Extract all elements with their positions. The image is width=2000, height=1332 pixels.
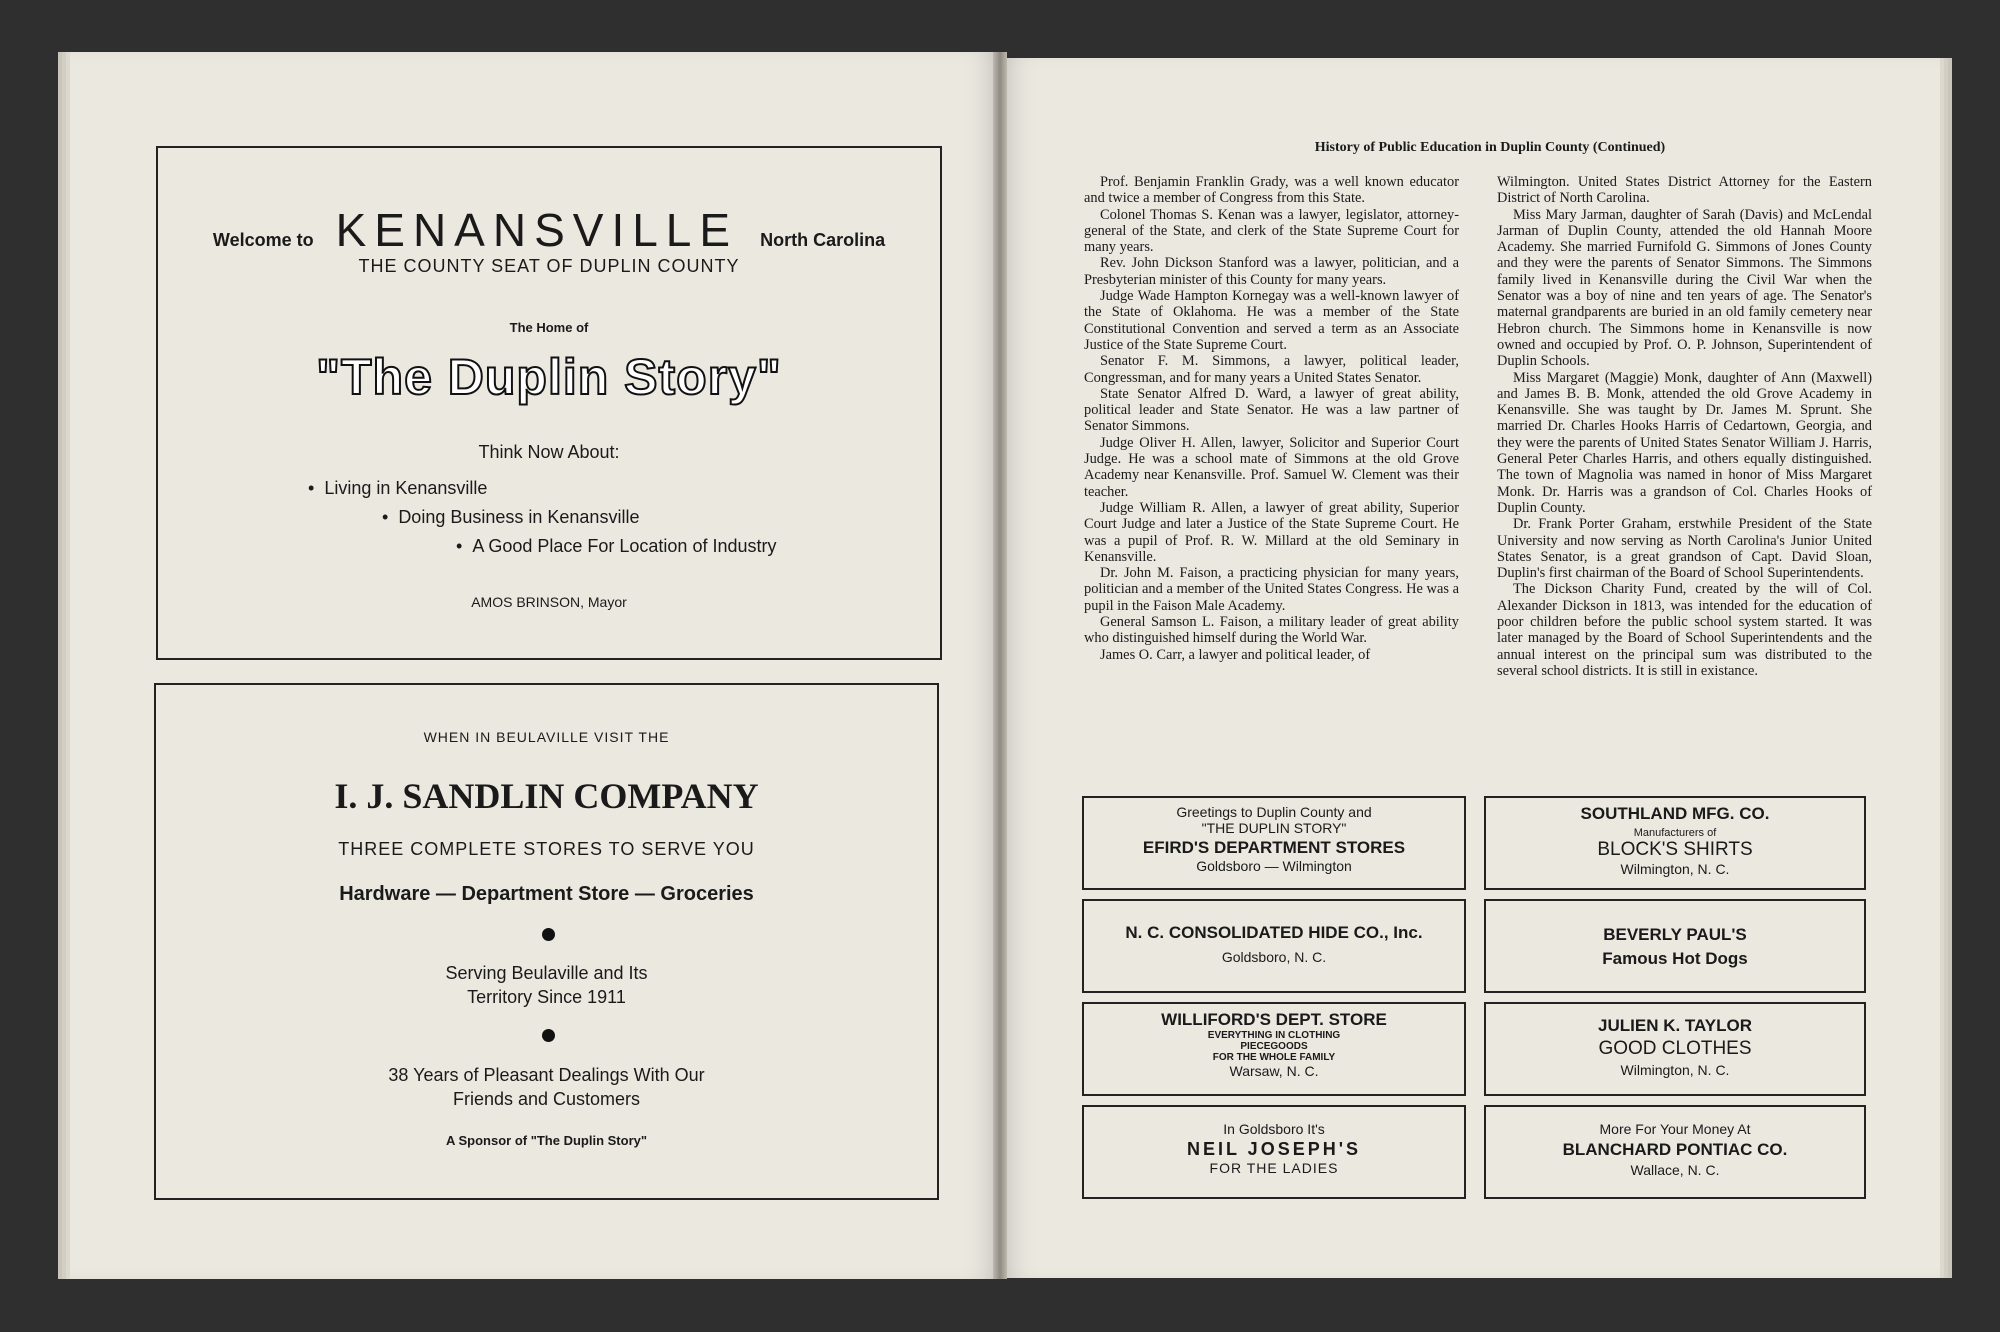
hide-co-ad: N. C. CONSOLIDATED HIDE CO., Inc. Goldsboro, N. C. bbox=[1082, 899, 1466, 993]
efird-ad: Greetings to Duplin County and "THE DUPLIN STORY" EFIRD'S DEPARTMENT STORES Goldsboro — Wilmington bbox=[1082, 796, 1466, 890]
company-name: I. J. SANDLIN COMPANY bbox=[334, 776, 759, 816]
years-text: 38 Years of Pleasant Dealings With Our Friends and Customers bbox=[388, 1065, 705, 1109]
paragraph: James O. Carr, a lawyer and political leader, of bbox=[1100, 646, 1371, 663]
kenansville-title-row bbox=[158, 203, 940, 257]
paragraph: Miss Margaret (Maggie) Monk, daughter of Ann (Maxwell) and James B. B. Monk, attended the old Grove Academy in Kenansville. She was taught by Dr. James M. Sprunt. She married Dr. Charles Hooks Harris of Cedartown, Georgia, and they were the parents of United States Senator William J. Harris, General Peter Charles Harris, and others equally distinguished. The town of Magnolia was named in honor of Miss Margaret Monk. Dr. Harris was a grandson of Col. Charles Hooks of Duplin County. bbox=[1497, 369, 1872, 516]
three-stores-text: THREE COMPLETE STORES TO SERVE YOU bbox=[338, 839, 755, 859]
paragraph: The Dickson Charity Fund, created by the will of Col. Alexander Dickson in 1813, was intended for the education of poor children before the public school system started. It was later managed by the Board of School Superintendents and the annual interest on the principal sum was distributed to the several school districts. It is still in existance. bbox=[1497, 581, 1872, 679]
kenansville-ad bbox=[156, 146, 942, 660]
paragraph: Judge Oliver H. Allen, lawyer, Solicitor and Superior Court Judge. He was a school mate of Simmons at the old Grove Academy near Kenansville. Prof. Samuel W. Clement was their teacher. bbox=[1084, 434, 1459, 500]
neil-joseph-ad: In Goldsboro It's NEIL JOSEPH'S FOR THE LADIES bbox=[1082, 1105, 1466, 1199]
paragraph: Rev. John Dickson Stanford was a lawyer, politician, and a Presbyterian minister of this County for many years. bbox=[1084, 255, 1459, 288]
article-column-left bbox=[1084, 174, 1459, 663]
bullet-dot bbox=[542, 1029, 555, 1042]
blanchard-pontiac-ad: More For Your Money At BLANCHARD PONTIAC CO. Wallace, N. C. bbox=[1484, 1105, 1866, 1199]
southland-ad: SOUTHLAND MFG. CO. Manufacturers of BLOCK'S SHIRTS Wilmington, N. C. bbox=[1484, 796, 1866, 890]
welcome-text: Welcome to bbox=[212, 230, 314, 250]
julien-taylor-ad: JULIEN K. TAYLOR GOOD CLOTHES Wilmington, N. C. bbox=[1484, 1002, 1866, 1096]
serving-text: Serving Beulaville and Its Territory Since 1911 bbox=[445, 963, 648, 1007]
paragraph: Dr. John M. Faison, a practicing physician for many years, politician and a member of the United States Congress. He was a pupil in the Faison Male Academy. bbox=[1084, 565, 1459, 614]
categories-text: Hardware — Department Store — Groceries bbox=[339, 883, 754, 905]
bullet-item: • A Good Place For Location of Industry bbox=[456, 536, 777, 556]
paragraph: Prof. Benjamin Franklin Grady, was a well known educator and twice a member of Congress from this State. bbox=[1084, 174, 1459, 207]
paragraph: Senator F. M. Simmons, a lawyer, political leader, Congressman, and for many years a United States Senator. bbox=[1084, 353, 1459, 386]
bullet-item: • Living in Kenansville bbox=[308, 478, 488, 498]
paragraph: State Senator Alfred D. Ward, a lawyer of great ability, political leader and State Senator. He was a law partner of Senator Simmons. bbox=[1084, 385, 1459, 435]
paragraph: Colonel Thomas S. Kenan was a lawyer, legislator, attorney-general of the State, and clerk of the State Supreme Court for many years. bbox=[1084, 206, 1459, 256]
paragraph: Miss Mary Jarman, daughter of Sarah (Davis) and McLendal Jarman of Duplin County, attended the old Hannah Moore Academy. She married Furnifold G. Simmons of Jones County and they were the parents of Senator Simmons. The Simmons family lived in Kenansville during the Civil War when the Senator was a boy of nine and ten years of age. The Senator's maternal grandparents are buried in an old family cemetery near Hebron church. The Simmons home in Kenansville is now owned and occupied by Prof. O. P. Johnson, Superintendent of Duplin Schools. bbox=[1497, 206, 1872, 370]
bullet-dot bbox=[542, 928, 555, 941]
bullet-item: • Doing Business in Kenansville bbox=[382, 507, 640, 527]
article-header: History of Public Education in Duplin County (Continued) bbox=[1314, 140, 1666, 155]
home-of-text: The Home of bbox=[509, 320, 589, 335]
think-now-text: Think Now About: bbox=[478, 442, 620, 462]
sandlin-ad bbox=[154, 683, 939, 1200]
town-name: KENANSVILLE bbox=[335, 204, 739, 256]
paragraph: Judge Wade Hampton Kornegay was a well-known lawyer of the State of Oklahoma. He was a member of the State Constitutional Convention and served a term as an Associate Justice of the State Supreme Court. bbox=[1084, 288, 1459, 353]
paragraph: Judge William R. Allen, a lawyer of great ability, Superior Court Judge and later a Justice of the State Supreme Court. He was a pupil of Prof. R. W. Millard at the old Seminary in Kenansville. bbox=[1084, 499, 1459, 565]
paragraph: General Samson L. Faison, a military leader of great ability who distinguished himself during the World War. bbox=[1084, 614, 1459, 647]
when-in-text: WHEN IN BEULAVILLE VISIT THE bbox=[423, 729, 670, 745]
book-gutter bbox=[993, 52, 1007, 1279]
beverly-pauls-ad: BEVERLY PAUL'S Famous Hot Dogs bbox=[1484, 899, 1866, 993]
paragraph: Wilmington. United States District Attorney for the Eastern District of North Carolina. bbox=[1497, 174, 1872, 207]
state-name: North Carolina bbox=[760, 230, 886, 250]
mayor-text: AMOS BRINSON, Mayor bbox=[471, 594, 627, 610]
sponsor-text: A Sponsor of "The Duplin Story" bbox=[445, 1133, 648, 1148]
county-seat-text: THE COUNTY SEAT OF DUPLIN COUNTY bbox=[358, 256, 740, 276]
paragraph: Dr. Frank Porter Graham, erstwhile President of the State University and now serving as North Carolina's Junior United States Senator, is a great grandson of Capt. David Sloan, Duplin's first chairman of the Board of School Superintendents. bbox=[1497, 516, 1872, 582]
article-column-right bbox=[1497, 174, 1872, 679]
williford-ad: WILLIFORD'S DEPT. STORE EVERYTHING IN CLOTHING PIECEGOODS FOR THE WHOLE FAMILY Warsaw, N. C. bbox=[1082, 1002, 1466, 1096]
duplin-story-title: "The Duplin Story" bbox=[316, 349, 782, 405]
